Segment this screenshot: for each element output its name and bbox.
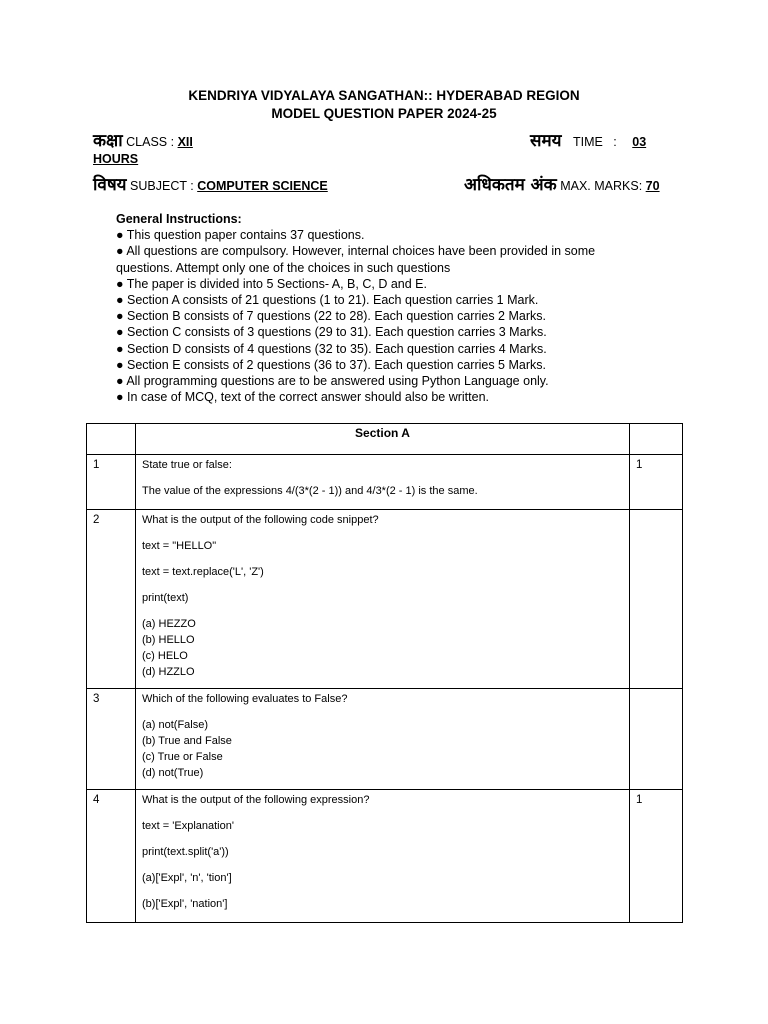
question-marks: 1 <box>630 790 683 923</box>
option: (b) HELLO <box>142 634 195 646</box>
question-line: (a)['Expl', 'n', 'tion'] <box>142 872 232 884</box>
question-number: 3 <box>87 689 136 790</box>
hours-line <box>93 152 138 166</box>
option: (d) not(True) <box>142 767 204 779</box>
question-row <box>87 790 683 923</box>
question-line: What is the output of the following expression? <box>142 794 370 806</box>
question-row <box>87 510 683 689</box>
option: (d) HZZLO <box>142 666 195 678</box>
marks-value: 70 <box>645 179 660 193</box>
instruction-item: ● In case of MCQ, text of the correct answer should also be written. <box>116 390 489 405</box>
instruction-item: ● Section E consists of 2 questions (36 to 37). Each question carries 5 Marks. <box>116 357 546 372</box>
question-text <box>136 455 630 510</box>
class-value: XII <box>177 135 193 149</box>
instruction-item: ● All programming questions are to be answered using Python Language only. <box>116 374 549 389</box>
instruction-item: ● Section A consists of 21 questions (1 to 21). Each question carries 1 Mark. <box>116 293 539 308</box>
question-text <box>136 790 630 923</box>
section-header-row <box>87 424 683 455</box>
header-paper-title: MODEL QUESTION PAPER 2024-25 <box>271 106 497 121</box>
max-marks-field <box>464 172 660 195</box>
empty-cell <box>87 424 136 455</box>
question-marks <box>630 510 683 689</box>
option: (c) HELO <box>142 650 188 662</box>
question-marks: 1 <box>630 455 683 510</box>
subject-field <box>93 172 328 195</box>
question-row <box>87 455 683 510</box>
subject-label: SUBJECT : <box>130 179 194 193</box>
question-line: print(text) <box>142 592 189 604</box>
class-field <box>93 128 234 151</box>
time-label: TIME : <box>573 135 617 149</box>
instruction-item: ● This question paper contains 37 questions. <box>116 228 365 243</box>
instructions-title: General Instructions: <box>116 212 242 226</box>
option: (c) True or False <box>142 751 223 763</box>
instruction-item: ● Section C consists of 3 questions (29 to 31). Each question carries 3 Marks. <box>116 325 547 340</box>
subject-hindi-label: विषय <box>93 175 127 195</box>
question-line: Which of the following evaluates to False? <box>142 693 348 705</box>
marks-label: MAX. MARKS: <box>560 179 643 193</box>
question-line: print(text.split('a')) <box>142 846 229 858</box>
question-line: text = 'Explanation' <box>142 820 234 832</box>
question-text <box>136 689 630 790</box>
question-number: 2 <box>87 510 136 689</box>
section-title: Section A <box>136 424 630 455</box>
instruction-item: ● All questions are compulsory. However, internal choices have been provided in some questions. Attempt only one of the choices in such questions <box>116 244 596 275</box>
time-hindi-label: समय <box>530 131 562 151</box>
instruction-item: ● Section D consists of 4 questions (32 to 35). Each question carries 4 Marks. <box>116 341 547 356</box>
option: (b) True and False <box>142 735 232 747</box>
time-unit: HOURS <box>93 152 139 166</box>
time-value: 03 <box>632 135 647 149</box>
option: (a) HEZZO <box>142 618 196 630</box>
question-row <box>87 689 683 790</box>
options-list <box>142 717 623 781</box>
header-organization: KENDRIYA VIDYALAYA SANGATHAN:: HYDERABAD REGION <box>188 88 580 103</box>
question-line: text = text.replace('L', 'Z') <box>142 566 264 578</box>
class-hindi-label: कक्षा <box>93 131 123 151</box>
marks-hindi-label: अधिकतम अंक <box>464 175 557 195</box>
questions-table <box>86 423 683 923</box>
option: (a) not(False) <box>142 719 209 731</box>
question-line: State true or false: <box>142 459 232 471</box>
empty-cell <box>630 424 683 455</box>
question-text <box>136 510 630 689</box>
subject-value: COMPUTER SCIENCE <box>197 179 328 193</box>
instruction-item: ● Section B consists of 7 questions (22 to 28). Each question carries 2 Marks. <box>116 309 546 324</box>
options-list <box>142 616 623 680</box>
question-marks <box>630 689 683 790</box>
time-field <box>530 128 646 151</box>
general-instructions <box>116 211 636 405</box>
question-number: 1 <box>87 455 136 510</box>
question-line: The value of the expressions 4/(3*(2 - 1)) and 4/3*(2 - 1) is the same. <box>142 485 478 497</box>
instruction-item: ● The paper is divided into 5 Sections- A, B, C, D and E. <box>116 276 427 291</box>
question-line: text = "HELLO" <box>142 540 217 552</box>
question-line: (b)['Expl', 'nation'] <box>142 898 228 910</box>
question-number: 4 <box>87 790 136 923</box>
question-line: What is the output of the following code snippet? <box>142 514 379 526</box>
class-label: CLASS : <box>126 135 175 149</box>
